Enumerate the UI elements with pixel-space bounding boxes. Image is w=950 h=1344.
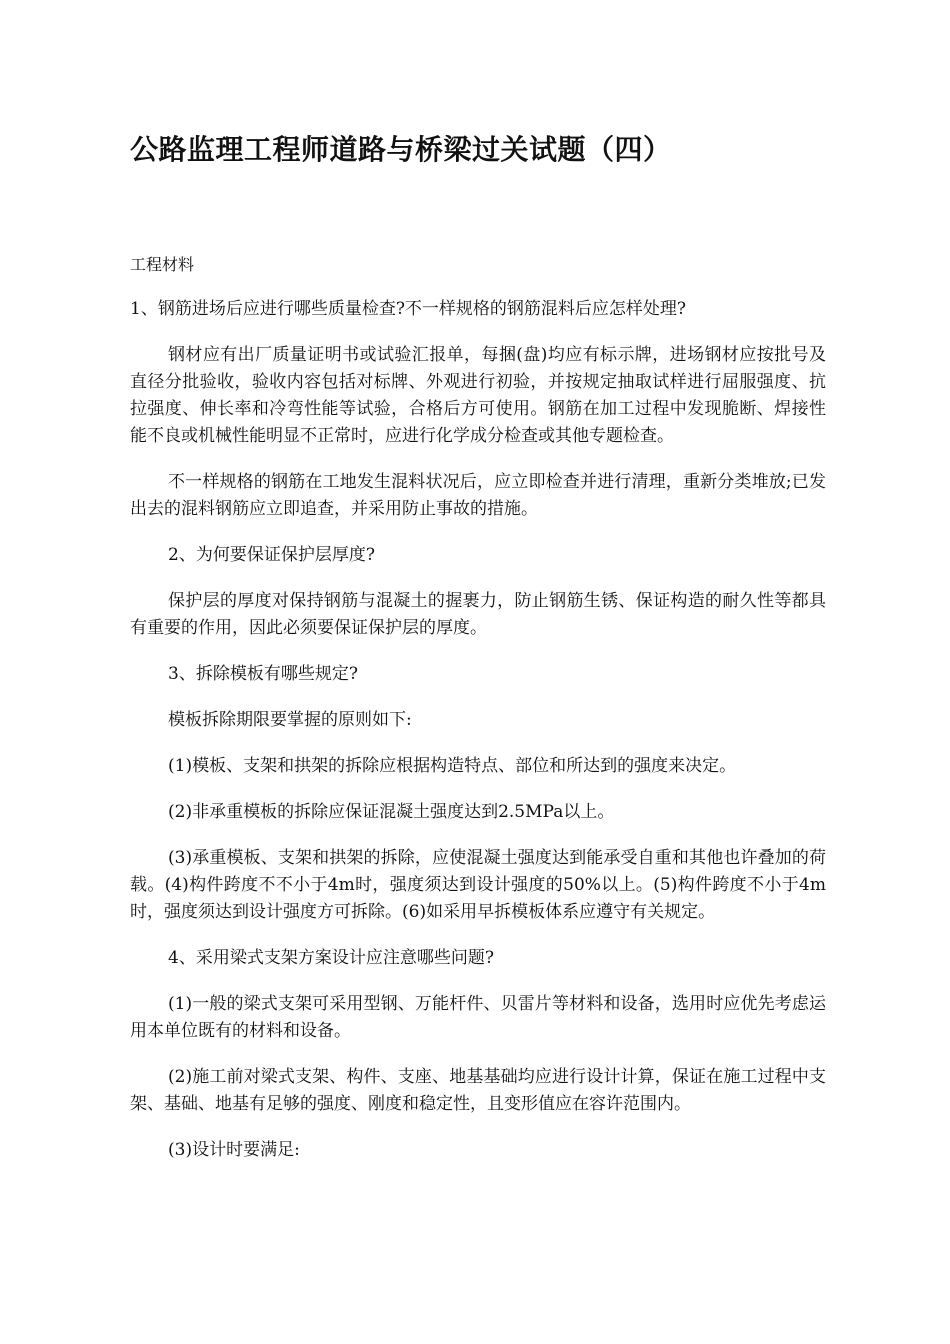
answer-3-item-3-6: (3)承重模板、支架和拱架的拆除，应使混凝土强度达到能承受自重和其他也许叠加的荷载。(4)构件跨度不不小于4m时，强度须达到设计强度的50%以上。(5)构件跨度不小于4m时，强度须达到设计强度方可拆除。(6)如采用早拆模板体系应遵守有关规定。 xyxy=(130,848,826,922)
document-body xyxy=(130,296,826,1183)
question-2: 2、为何要保证保护层厚度? xyxy=(168,545,375,565)
answer-4-item-1: (1)一般的梁式支架可采用型钢、万能杆件、贝雷片等材料和设备，选用时应优先考虑运用本单位既有的材料和设备。 xyxy=(130,994,826,1041)
question-3: 3、拆除模板有哪些规定? xyxy=(168,664,358,684)
answer-1-paragraph-2: 不一样规格的钢筋在工地发生混料状况后，应立即检查并进行清理，重新分类堆放;已发出去的混料钢筋应立即追查，并采用防止事故的措施。 xyxy=(130,472,826,519)
question-1: 1、钢筋进场后应进行哪些质量检查?不一样规格的钢筋混料后应怎样处理? xyxy=(130,299,687,319)
answer-1-paragraph-1: 钢材应有出厂质量证明书或试验汇报单，每捆(盘)均应有标示牌，进场钢材应按批号及直径分批验收，验收内容包括对标牌、外观进行初验，并按规定抽取试样进行屈服强度、抗拉强度、伸长率和冷弯性能等试验，合格后方可使用。钢筋在加工过程中发现脆断、焊接性能不良或机械性能明显不正常时，应进行化学成分检查或其他专题检查。 xyxy=(130,345,826,446)
answer-4-item-2: (2)施工前对梁式支架、构件、支座、地基基础均应进行设计计算，保证在施工过程中支架、基础、地基有足够的强度、刚度和稳定性，且变形值应在容许范围内。 xyxy=(130,1067,826,1114)
section-heading: 工程材料 xyxy=(130,255,195,274)
answer-3-item-1: (1)模板、支架和拱架的拆除应根据构造特点、部位和所达到的强度来决定。 xyxy=(168,756,737,776)
answer-2: 保护层的厚度对保持钢筋与混凝土的握裹力，防止钢筋生锈、保证构造的耐久性等都具有重要的作用，因此必须要保证保护层的厚度。 xyxy=(130,591,826,638)
document-title: 公路监理工程师道路与桥梁过关试题（四） xyxy=(130,133,672,166)
question-4: 4、采用梁式支架方案设计应注意哪些问题? xyxy=(168,948,494,968)
answer-3-item-2: (2)非承重模板的拆除应保证混凝土强度达到2.5MPa以上。 xyxy=(168,802,615,822)
answer-3-intro: 模板拆除期限要掌握的原则如下: xyxy=(168,710,412,730)
answer-4-item-3: (3)设计时要满足: xyxy=(168,1140,300,1160)
